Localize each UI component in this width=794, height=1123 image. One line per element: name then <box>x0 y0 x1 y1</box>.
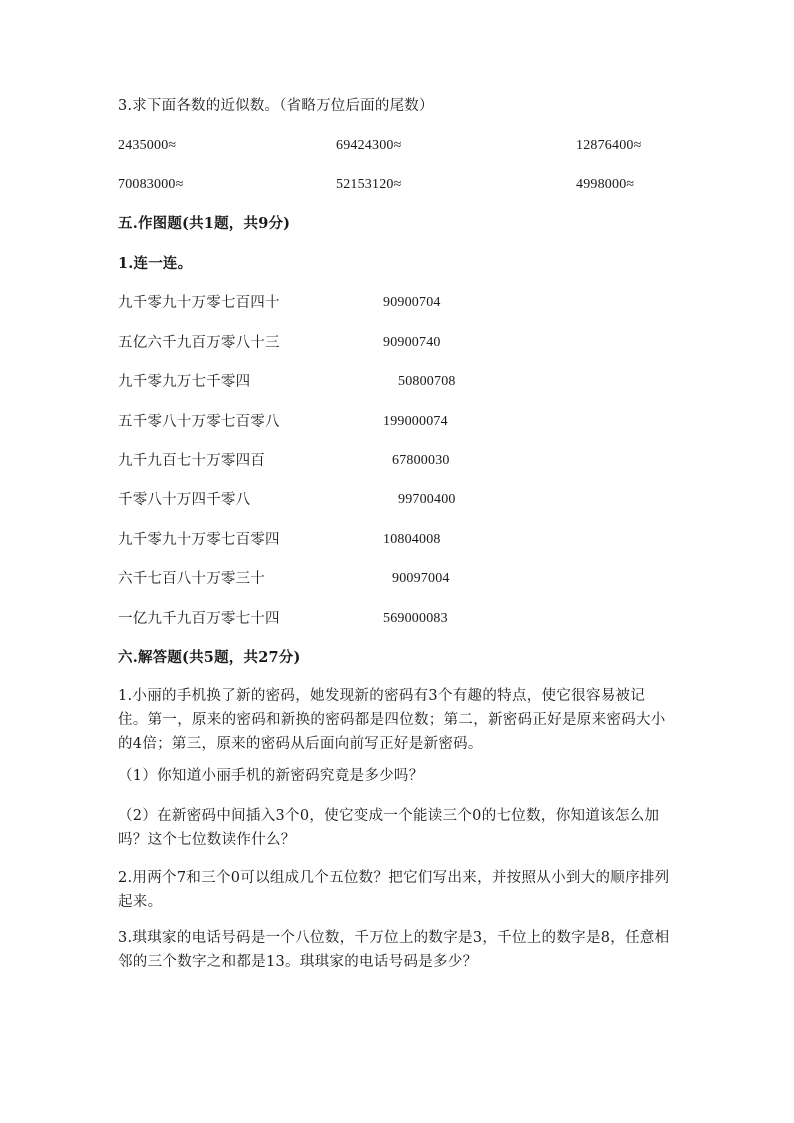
match-right-item: 67800030 <box>392 453 450 468</box>
match-right-item: 90097004 <box>392 571 450 586</box>
match-right-item: 10804008 <box>383 532 441 547</box>
match-left-item: 一亿九千九百万零七十四 <box>118 611 280 627</box>
approx-item: 2435000≈ <box>118 138 177 153</box>
question-6-1-sub-2: （2）在新密码中间插入3个0，使它变成一个能读三个0的七位数，你知道该怎么加吗？这个七位数读作什么？ <box>118 808 660 848</box>
question-6-2: 2.用两个7和三个0可以组成几个五位数？把它们写出来，并按照从小到大的顺序排列起来。 <box>118 870 670 910</box>
approx-item: 12876400≈ <box>576 138 642 153</box>
approx-item: 69424300≈ <box>336 138 402 153</box>
match-right-item: 199000074 <box>383 414 448 429</box>
match-right-item: 50800708 <box>398 374 456 389</box>
match-right-item: 90900740 <box>383 335 441 350</box>
question-3-title: 3.求下面各数的近似数。（省略万位后面的尾数） <box>118 98 434 114</box>
match-right-item: 569000083 <box>383 611 448 626</box>
question-6-1: 1.小丽的手机换了新的密码，她发现新的密码有3个有趣的特点，使它很容易被记住。第一，原来的密码和新换的密码都是四位数；第二，新密码正好是原来密码大小的4倍；第三，原来的密码从后面向前写正好是新密码。 <box>118 688 666 752</box>
match-left-item: 五亿六千九百万零八十三 <box>118 335 280 351</box>
match-left-item: 九千九百七十万零四百 <box>118 453 265 469</box>
match-left-item: 九千零九万七千零四 <box>118 374 251 390</box>
section-5-question-1: 1.连一连。 <box>118 255 193 272</box>
match-left-item: 九千零九十万零七百四十 <box>118 295 280 311</box>
approx-item: 70083000≈ <box>118 177 184 192</box>
approx-item: 52153120≈ <box>336 177 402 192</box>
match-left-item: 六千七百八十万零三十 <box>118 571 265 587</box>
match-left-item: 五千零八十万零七百零八 <box>118 414 280 430</box>
section-6-heading: 六.解答题(共5题，共27分) <box>118 649 301 666</box>
approx-item: 4998000≈ <box>576 177 635 192</box>
question-6-1-sub-1: （1）你知道小丽手机的新密码究竟是多少吗？ <box>118 768 424 784</box>
match-left-item: 九千零九十万零七百零四 <box>118 532 280 548</box>
match-left-item: 千零八十万四千零八 <box>118 492 251 508</box>
question-6-3: 3.琪琪家的电话号码是一个八位数，千万位上的数字是3，千位上的数字是8，任意相邻的三个数字之和都是13。琪琪家的电话号码是多少？ <box>118 930 670 970</box>
match-right-item: 99700400 <box>398 492 456 507</box>
match-right-item: 90900704 <box>383 295 441 310</box>
section-5-heading: 五.作图题(共1题，共9分) <box>118 215 291 232</box>
